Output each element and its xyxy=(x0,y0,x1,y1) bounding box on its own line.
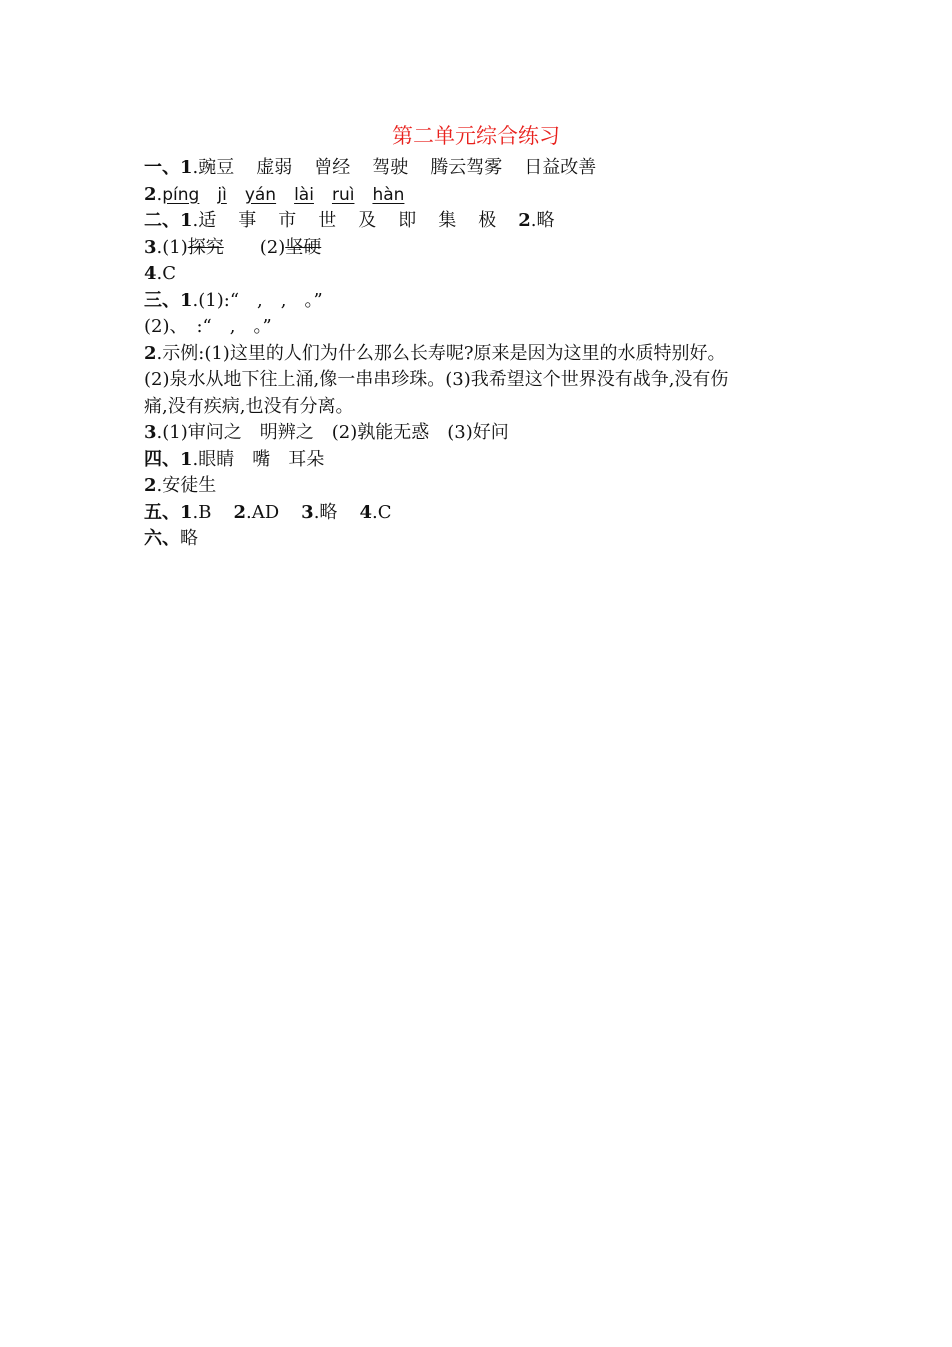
pinyin: jì xyxy=(217,184,227,205)
sec2-q4-num: 4 xyxy=(144,263,157,284)
sec5-item-text: .略 xyxy=(313,501,338,523)
sec5-item-text: .B xyxy=(192,501,212,523)
sec2-q2-num: 2 xyxy=(518,210,531,231)
pinyin: píng xyxy=(162,184,200,205)
sec2-q1-line: 二、1.适 事 市 世 及 即 集 极 2.略 xyxy=(144,210,555,231)
sec1-q1-num: 1 xyxy=(180,157,193,178)
char: 极 xyxy=(478,210,497,231)
sec3-q1-text2: (2)、 :“ , 。” xyxy=(144,316,272,337)
sec3-q3-line xyxy=(144,420,824,447)
sec3-q1-line2 xyxy=(144,314,824,341)
char: 适 xyxy=(198,210,217,231)
char: 集 xyxy=(438,210,457,231)
sec3-q2-num: 2 xyxy=(144,342,157,364)
sec5-item-num: 2 xyxy=(233,501,247,523)
char: 市 xyxy=(278,210,297,231)
sec4-q2-text: .安徒生 xyxy=(156,475,217,496)
sec2-q3-line xyxy=(144,235,824,262)
pinyin: lài xyxy=(294,184,314,205)
sec2-q2-text: .略 xyxy=(530,210,555,231)
sec3-q3-text: .(1)审问之 明辨之 (2)孰能无惑 (3)好问 xyxy=(156,422,509,443)
sec3-q2-text2: (2)泉水从地下往上涌,像一串串珍珠。(3)我希望这个世界没有战争,没有伤 xyxy=(144,369,729,390)
pinyin: yán xyxy=(244,184,277,205)
sec3-q1-text1: .(1):“ , , 。” xyxy=(192,289,323,311)
sec3-q2-text3: 痛,没有疾病,也没有分离。 xyxy=(144,395,354,417)
word: 驾驶 xyxy=(372,157,409,178)
sec2-head: 二、 xyxy=(144,210,180,231)
sec4-q1-num: 1 xyxy=(180,448,193,470)
sec5-item-num: 3 xyxy=(301,501,314,523)
char: 事 xyxy=(238,210,257,231)
page-title: 第二单元综合练习 xyxy=(392,124,560,148)
word: 豌豆 xyxy=(198,157,235,178)
sec5-item-text: .AD xyxy=(246,501,280,523)
sec5-item-num: 4 xyxy=(359,501,372,523)
sec2-q4-line xyxy=(144,261,824,288)
sec5-line xyxy=(144,500,824,527)
sec3-q1-num: 1 xyxy=(180,289,193,311)
char: 及 xyxy=(358,210,377,231)
char: 即 xyxy=(398,210,417,231)
sec5-item-text: .C xyxy=(371,501,392,523)
char: 世 xyxy=(318,210,337,231)
sec2-q1-num: 1 xyxy=(180,210,193,231)
sec5-item-num: 1 xyxy=(180,501,193,523)
sec2-q3-num: 3 xyxy=(144,236,157,258)
sec1-head: 一、 xyxy=(144,157,180,178)
sec4-q1-text: .眼睛 嘴 耳朵 xyxy=(192,448,325,470)
sec1-q2-num: 2 xyxy=(144,183,157,205)
sec6-head: 六、 xyxy=(144,528,180,549)
sec3-q2-line3 xyxy=(144,394,824,421)
sec6-line xyxy=(144,526,824,553)
sec2-q3-word2: 坚硬 xyxy=(285,236,322,258)
sec3-q3-num: 3 xyxy=(144,422,157,443)
pinyin: hàn xyxy=(372,184,405,205)
sec2-q3-word1: 探究 xyxy=(187,236,224,258)
sec2-q4-text: .C xyxy=(156,263,177,284)
sec5-head: 五、 xyxy=(144,501,180,523)
answer-content xyxy=(144,155,824,553)
sec2-q3-p1: .(1) xyxy=(156,236,188,258)
sec3-q1-line1 xyxy=(144,288,824,315)
sec3-q2-line1 xyxy=(144,341,824,368)
sec2-q3-p2: (2) xyxy=(259,236,286,258)
sec1-q1-line: 一、1.豌豆 虚弱 曾经 驾驶 腾云驾雾 日益改善 xyxy=(144,157,597,178)
pinyin: ruì xyxy=(331,184,355,205)
word: 曾经 xyxy=(314,157,351,178)
sec4-q2-num: 2 xyxy=(144,475,157,496)
sec1-q2-line: 2.píng jì yán lài ruì hàn xyxy=(144,183,405,205)
word: 虚弱 xyxy=(256,157,293,178)
sec6-text: 略 xyxy=(180,528,198,549)
sec3-q2-line2 xyxy=(144,367,824,394)
sec3-q2-text1: .示例:(1)这里的人们为什么那么长寿呢?原来是因为这里的水质特别好。 xyxy=(156,342,726,364)
sec4-q2-line xyxy=(144,473,824,500)
word: 日益改善 xyxy=(524,157,597,178)
word: 腾云驾雾 xyxy=(430,157,503,178)
sec3-head: 三、 xyxy=(144,289,180,311)
sec4-q1-line xyxy=(144,447,824,474)
sec4-head: 四、 xyxy=(144,448,180,470)
